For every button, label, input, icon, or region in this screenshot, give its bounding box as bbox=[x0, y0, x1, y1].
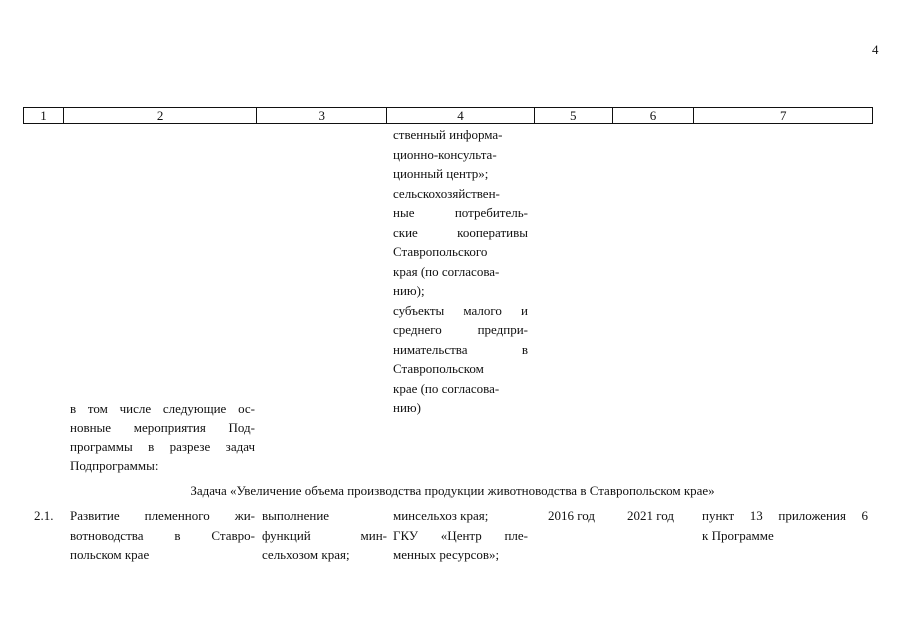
text-line: среднего предпри- bbox=[393, 322, 528, 337]
text-line: Ставропольского bbox=[393, 244, 488, 259]
column-header-2: 2 bbox=[64, 108, 258, 123]
text-line: нию) bbox=[393, 400, 421, 415]
column-header-3: 3 bbox=[257, 108, 387, 123]
end-year: 2021 год bbox=[627, 508, 674, 523]
text-line: сельскохозяйствен- bbox=[393, 185, 500, 201]
text-line: в том числе следующие ос- bbox=[70, 401, 255, 416]
row-number: 2.1. bbox=[34, 508, 54, 523]
text-line: ские кооперативы bbox=[393, 224, 528, 240]
column-number-header bbox=[23, 107, 873, 124]
column-header-5: 5 bbox=[535, 108, 613, 123]
text-line: вотноводства в Ставро- bbox=[70, 527, 255, 543]
column-header-6: 6 bbox=[613, 108, 695, 123]
page-number: 4 bbox=[872, 42, 879, 57]
task-heading: Задача «Увеличение объема производства продукции животноводства в Ставропольском крае» bbox=[190, 483, 715, 498]
text-line: пункт 13 приложения 6 bbox=[702, 508, 868, 523]
column-header-7: 7 bbox=[779, 108, 787, 123]
text-line: польском крае bbox=[70, 547, 150, 562]
text-line: субъекты малого и bbox=[393, 302, 528, 318]
text-line: ГКУ «Центр пле- bbox=[393, 527, 528, 543]
text-line: нимательства в bbox=[393, 341, 528, 357]
activity-responsible bbox=[393, 506, 528, 565]
text-line: выполнение bbox=[262, 508, 330, 523]
text-line: функций мин- bbox=[262, 527, 387, 543]
text-line: ные потребитель- bbox=[393, 205, 528, 220]
text-line: ционно-консульта- bbox=[393, 146, 497, 162]
text-line: программы в разрезе задач bbox=[70, 439, 255, 454]
participants-continuation bbox=[393, 125, 528, 418]
text-line: Развитие племенного жи- bbox=[70, 508, 255, 523]
text-line: Ставропольском bbox=[393, 361, 484, 376]
activity-executor bbox=[262, 506, 387, 565]
text-line: новные мероприятия Под- bbox=[70, 420, 255, 435]
text-line: ственный информа- bbox=[393, 127, 503, 142]
program-reference bbox=[702, 506, 868, 545]
text-line: края (по согласова- bbox=[393, 263, 500, 279]
text-line: Подпрограммы: bbox=[70, 458, 159, 473]
text-line: менных ресурсов»; bbox=[393, 547, 500, 562]
activity-name bbox=[70, 506, 255, 565]
column-header-1: 1 bbox=[24, 108, 64, 123]
text-line: ционный центр»; bbox=[393, 166, 489, 181]
start-year: 2016 год bbox=[548, 508, 595, 523]
main-activities-intro bbox=[70, 399, 255, 475]
column-header-4: 4 bbox=[387, 108, 535, 123]
text-line: сельхозом края; bbox=[262, 547, 350, 562]
text-line: минсельхоз края; bbox=[393, 508, 489, 523]
text-line: крае (по согласова- bbox=[393, 380, 500, 396]
text-line: нию); bbox=[393, 283, 425, 298]
text-line: к Программе bbox=[702, 527, 774, 543]
